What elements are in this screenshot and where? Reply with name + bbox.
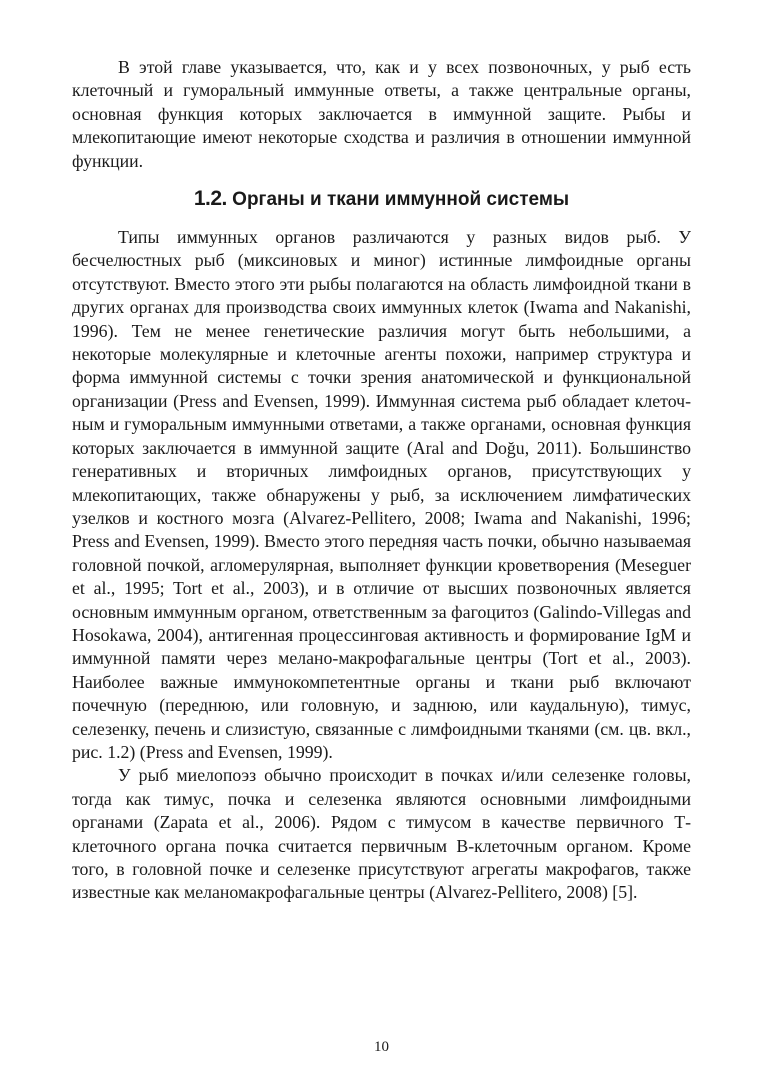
body-paragraph-1: Типы иммунных органов различаются у разных видов рыб. У бесчелюстных рыб (миксиновых и миног) истинные лимфоидные органы отсутствуют. Вместо этого эти рыбы полагаются на область лимфоидной ткани в других органах для производства своих иммунных клеток (Iwama and Nakanishi, 1996). Тем не менее генетические различия могут быть небольшими, а некоторые молекулярные и клеточные агенты похожи, например структура и форма иммунной системы с точки зрения анатомической и функциональной организации (Press and Evensen, 1999). Иммунная система рыб обладает клеточным и гуморальным иммунными ответами, а также органами, основная функция которых заключается в иммунной защите (Aral and Doğu, 2011). Большинство генеративных и вторичных лимфоидных органов, присутствующих у млекопитающих, также обнаружены у рыб, за исключением лимфатических узелков и костного мозга (Alvarez-Pellitero, 2008; Iwama and Nakanishi, 1996; Press and Evensen, 1999). Вместо этого передняя часть почки, обычно называемая головной почкой, агломерулярная, выполняет функции кроветворения (Meseguer et al., 1995; Tort et al., 2003), и в отличие от высших позвоночных является основным иммунным органом, ответственным за фагоцитоз (Galindo-Villegas and Hosokawa, 2004), антигенная процессинговая активность и формирование IgM и иммунной памяти через мелано-макрофагальные центры (Tort et al., 2003). Наиболее важные иммунокомпетентные органы и ткани рыб включают почечную (переднюю, или головную, и заднюю, или каудальную), тимус, селезенку, печень и слизистую, связанные с лимфоидными тканями (см. цв. вкл., рис. 1.2) (Press and Evensen, 1999). [72,227,691,762]
section-title: Органы и ткани иммунной системы [232,189,570,211]
body-paragraph-2: У рыб миелопоэз обычно происходит в почках и/или селезенке головы, тогда как тимус, почка и селезенка являются основными лимфоидными органами (Zapata et al., 2006). Рядом с тимусом в качестве первичного Т-клеточного органа почка считается первичным В-клеточным органом. Кроме того, в головной почке и селезенке присутствуют агрегаты макрофагов, также известные как меланомакрофагальные центры (Alvarez-Pellitero, 2008) [5]. [72,765,691,903]
intro-paragraph: В этой главе указывается, что, как и у всех позвоночных, у рыб есть клеточный и гуморальный иммунные ответы, а также центральные органы, основная функция которых заключается в иммунной защите. Рыбы и млекопитающие имеют некоторые сходства и различия в отношении иммунной функции. [72,57,691,171]
page-number: 10 [374,1039,389,1055]
section-number: 1.2. [193,187,227,211]
page-content [72,56,691,905]
section-heading [72,187,691,212]
